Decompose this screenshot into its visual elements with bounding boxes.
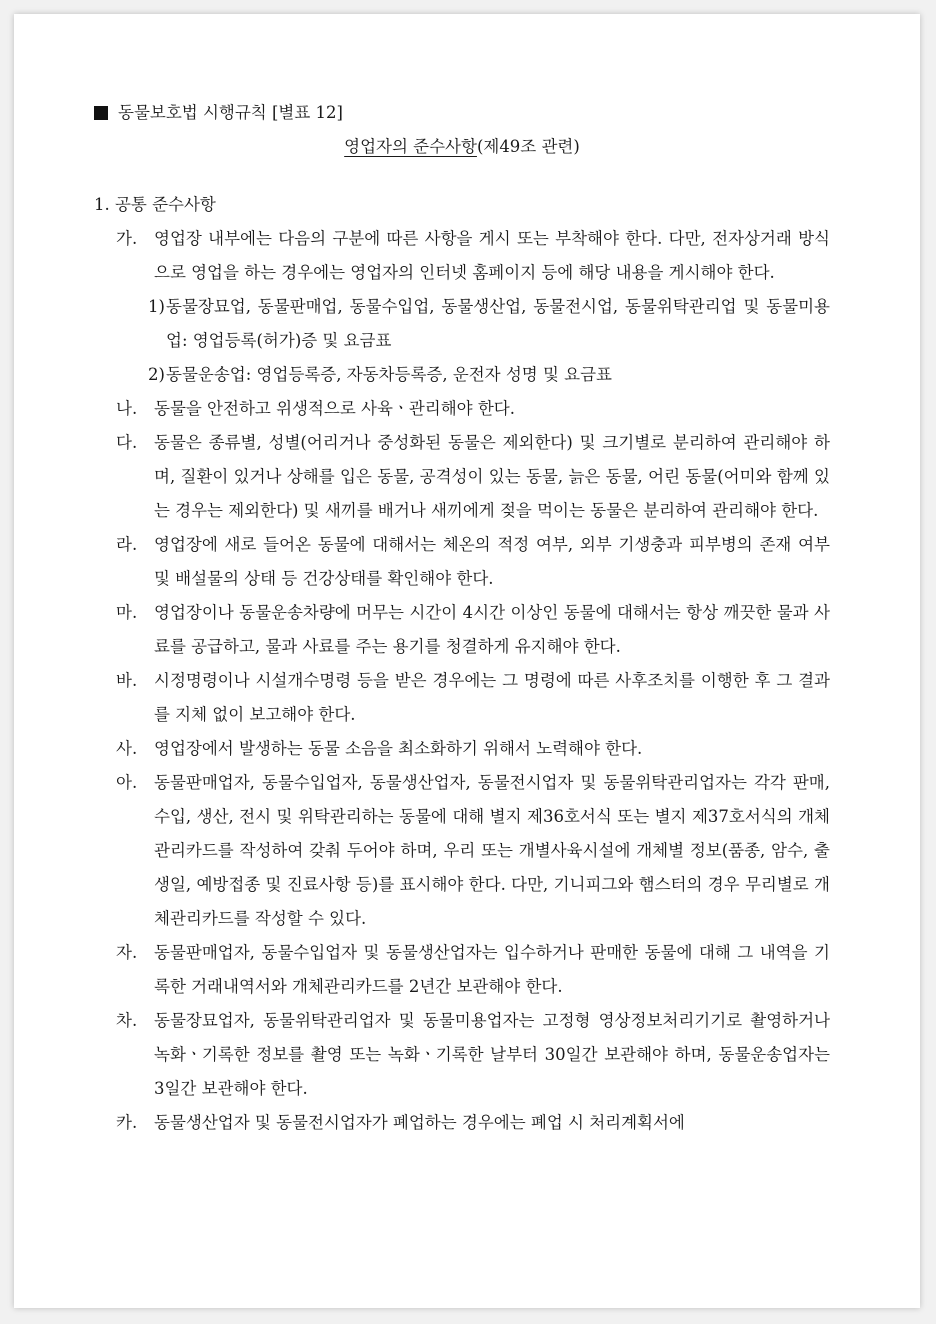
document-body	[94, 96, 830, 1140]
item-text: 동물판매업자, 동물수입업자, 동물생산업자, 동물전시업자 및 동물위탁관리업자는 각각 판매, 수입, 생산, 전시 및 위탁관리하는 동물에 대해 별지 제36호서식 또는 별지 제37호서식의 개체관리카드를 작성하여 갖춰 두어야 하며, 우리 또는 개별사육시설에 개체별 정보(품종, 암수, 출생일, 예방접종 및 진료사항 등)를 표시해야 한다. 다만, 기니피그와 햄스터의 경우 무리별로 개체관리카드를 작성할 수 있다.	[154, 773, 830, 928]
item-text: 영업장이나 동물운송차량에 머무는 시간이 4시간 이상인 동물에 대해서는 항상 깨끗한 물과 사료를 공급하고, 물과 사료를 주는 용기를 청결하게 유지해야 한다.	[154, 603, 830, 656]
item-text: 영업장 내부에는 다음의 구분에 따른 사항을 게시 또는 부착해야 한다. 다만, 전자상거래 방식으로 영업을 하는 경우에는 영업자의 인터넷 홈페이지 등에 해당 내용을 게시해야 한다.	[154, 229, 830, 282]
black-square-icon	[94, 106, 108, 120]
item-marker: 카.	[116, 1113, 138, 1132]
sub-list-item	[94, 358, 830, 392]
list-item	[94, 664, 830, 732]
subtitle-reference: (제49조 관련)	[476, 137, 580, 156]
item-text: 동물장묘업, 동물판매업, 동물수입업, 동물생산업, 동물전시업, 동물위탁관리업 및 동물미용업: 영업등록(허가)증 및 요금표	[166, 297, 830, 350]
item-text: 동물생산업자 및 동물전시업자가 폐업하는 경우에는 폐업 시 처리계획서에	[154, 1113, 685, 1132]
list-item	[94, 426, 830, 528]
item-text: 동물판매업자, 동물수입업자 및 동물생산업자는 입수하거나 판매한 동물에 대해 그 내역을 기록한 거래내역서와 개체관리카드를 2년간 보관해야 한다.	[154, 943, 830, 996]
item-marker: 라.	[116, 535, 138, 554]
list-item	[94, 1004, 830, 1106]
sub-list-item	[94, 290, 830, 358]
item-marker: 아.	[116, 773, 138, 792]
list-item	[94, 1106, 830, 1140]
item-marker: 사.	[116, 739, 138, 758]
list-item	[94, 596, 830, 664]
item-text: 영업장에 새로 들어온 동물에 대해서는 체온의 적정 여부, 외부 기생충과 피부병의 존재 여부 및 배설물의 상태 등 건강상태를 확인해야 한다.	[154, 535, 830, 588]
document-title: 동물보호법 시행규칙 [별표 12]	[118, 103, 343, 122]
item-text: 동물을 안전하고 위생적으로 사육ㆍ관리해야 한다.	[154, 399, 515, 418]
item-marker: 자.	[116, 943, 138, 962]
item-marker: 바.	[116, 671, 138, 690]
list-item	[94, 766, 830, 936]
item-text: 시정명령이나 시설개수명령 등을 받은 경우에는 그 명령에 따른 사후조치를 이행한 후 그 결과를 지체 없이 보고해야 한다.	[154, 671, 830, 724]
item-marker: 1)	[148, 297, 165, 316]
section-title: 1. 공통 준수사항	[94, 195, 216, 214]
document-subtitle	[94, 130, 830, 164]
item-marker: 2)	[148, 365, 165, 384]
document-header	[94, 96, 830, 130]
list-item	[94, 732, 830, 766]
item-text: 동물운송업: 영업등록증, 자동차등록증, 운전자 성명 및 요금표	[166, 365, 612, 384]
document-page	[14, 14, 920, 1308]
item-marker: 다.	[116, 433, 138, 452]
item-marker: 마.	[116, 603, 138, 622]
list-item	[94, 528, 830, 596]
item-text: 영업장에서 발생하는 동물 소음을 최소화하기 위해서 노력해야 한다.	[154, 739, 643, 758]
item-marker: 차.	[116, 1011, 138, 1030]
item-marker: 나.	[116, 399, 138, 418]
item-text: 동물장묘업자, 동물위탁관리업자 및 동물미용업자는 고정형 영상정보처리기기로 촬영하거나 녹화ㆍ기록한 정보를 촬영 또는 녹화ㆍ기록한 날부터 30일간 보관해야 하며, 동물운송업자는 3일간 보관해야 한다.	[154, 1011, 830, 1098]
item-text: 동물은 종류별, 성별(어리거나 중성화된 동물은 제외한다) 및 크기별로 분리하여 관리해야 하며, 질환이 있거나 상해를 입은 동물, 공격성이 있는 동물, 늙은 동물, 어린 동물(어미와 함께 있는 경우는 제외한다) 및 새끼를 배거나 새끼에게 젖을 먹이는 동물은 분리하여 관리해야 한다.	[154, 433, 830, 520]
item-marker: 가.	[116, 229, 138, 248]
list-item	[94, 222, 830, 290]
subtitle-main: 영업자의 준수사항	[344, 137, 477, 156]
list-item	[94, 936, 830, 1004]
list-item	[94, 392, 830, 426]
